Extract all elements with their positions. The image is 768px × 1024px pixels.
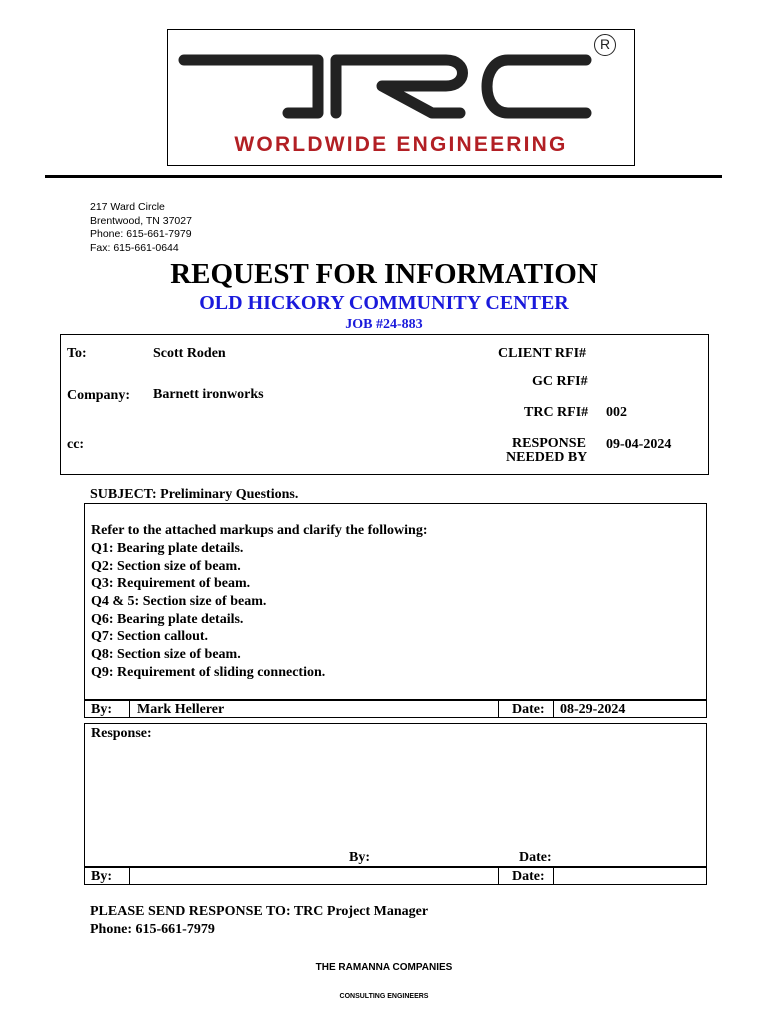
response-row-date-label: Date:: [512, 869, 545, 884]
company-label: Company:: [67, 388, 131, 403]
response-needed-value: 09-04-2024: [606, 437, 672, 452]
trc-rfi-label: TRC RFI#: [524, 405, 589, 420]
footer-tagline: CONSULTING ENGINEERS: [339, 993, 429, 1000]
question-item: Q9: Requirement of sliding connection.: [91, 665, 326, 680]
question-item: Q7: Section callout.: [91, 629, 209, 644]
response-needed-label-1: RESPONSE: [512, 436, 586, 451]
response-by-label: By:: [349, 850, 370, 865]
to-value: Scott Roden: [153, 346, 226, 361]
question-item: Q2: Section size of beam.: [91, 559, 241, 574]
address-phone: Phone: 615-661-7979: [90, 228, 192, 240]
registered-icon: R: [594, 34, 616, 56]
questions-box: [84, 503, 707, 700]
to-label: To:: [67, 346, 87, 361]
job-number: JOB #24-883: [345, 317, 423, 332]
question-item: Q4 & 5: Section size of beam.: [91, 594, 267, 609]
response-needed-label-2: NEEDED BY: [506, 450, 588, 465]
logo-letter-c: [487, 60, 586, 113]
client-rfi-label: CLIENT RFI#: [498, 346, 587, 361]
response-row-by-label: By:: [91, 869, 112, 884]
subject-line: SUBJECT: Preliminary Questions.: [90, 487, 299, 502]
response-date-label: Date:: [519, 850, 552, 865]
rfi-info-box: [60, 334, 709, 475]
cc-label: cc:: [67, 437, 85, 452]
header-divider: [45, 175, 722, 178]
logo-letter-t: [184, 60, 318, 113]
company-logo: [167, 29, 635, 166]
question-item: Q8: Section size of beam.: [91, 647, 241, 662]
company-value: Barnett ironworks: [153, 387, 264, 402]
cell-divider: [498, 701, 499, 718]
logo-letter-r: [336, 60, 463, 113]
cell-divider: [498, 868, 499, 885]
send-response-to: PLEASE SEND RESPONSE TO: TRC Project Manager: [90, 904, 429, 919]
request-date-value: 08-29-2024: [560, 702, 626, 717]
trc-rfi-value: 002: [606, 405, 627, 420]
response-by-row: [84, 867, 707, 885]
request-by-label: By:: [91, 702, 112, 717]
project-name: OLD HICKORY COMMUNITY CENTER: [199, 292, 569, 314]
request-by-value: Mark Hellerer: [137, 702, 225, 717]
request-date-label: Date:: [512, 702, 545, 717]
footer-company: THE RAMANNA COMPANIES: [315, 962, 453, 973]
cell-divider: [553, 868, 554, 885]
send-response-phone: Phone: 615-661-7979: [90, 922, 215, 937]
questions-intro: Refer to the attached markups and clarify the following:: [91, 523, 428, 538]
gc-rfi-label: GC RFI#: [532, 374, 588, 389]
cell-divider: [129, 701, 130, 718]
logo-tagline: WORLDWIDE ENGINEERING: [234, 133, 568, 156]
request-by-row: [84, 700, 707, 718]
page-title: REQUEST FOR INFORMATION: [170, 258, 598, 290]
question-item: Q6: Bearing plate details.: [91, 612, 244, 627]
trc-logo-mark: [168, 30, 633, 130]
response-label: Response:: [91, 726, 152, 741]
address-city: Brentwood, TN 37027: [90, 214, 192, 227]
cell-divider: [129, 868, 130, 885]
question-item: Q1: Bearing plate details.: [91, 541, 244, 556]
address-fax: Fax: 615-661-0644: [90, 241, 179, 254]
question-item: Q3: Requirement of beam.: [91, 576, 251, 591]
address-street: 217 Ward Circle: [90, 201, 165, 213]
cell-divider: [553, 701, 554, 718]
response-box: [84, 723, 707, 867]
